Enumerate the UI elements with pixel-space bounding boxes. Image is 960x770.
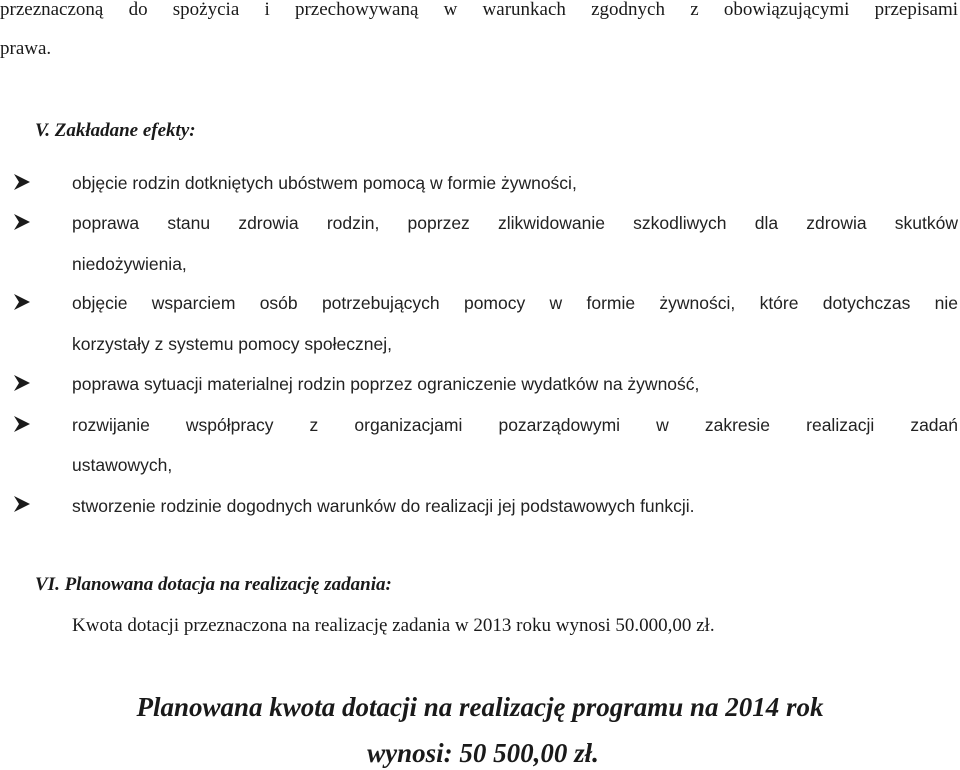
list-item-text-continued: niedożywienia, [72, 254, 187, 274]
list-item-text: objęcie rodzin dotkniętych ubóstwem pomocą w formie żywności, [72, 173, 577, 193]
summary-line-2: wynosi: 50 500,00 zł. [367, 738, 599, 768]
intro-line-1: przeznaczoną do spożycia i przechowywaną w warunkach zgodnych z obowiązującymi przepisami [0, 0, 958, 20]
list-item-text: stworzenie rodzinie dogodnych warunków do realizacji jej podstawowych funkcji. [72, 496, 695, 516]
arrowhead-bullet-icon [12, 492, 34, 516]
arrowhead-bullet-icon [12, 290, 34, 314]
arrowhead-bullet-icon [12, 412, 34, 436]
list-item-text: poprawa stanu zdrowia rodzin, poprzez zlikwidowanie szkodliwych dla zdrowia skutków [72, 213, 958, 233]
list-item-text: poprawa sytuacji materialnej rodzin poprzez ograniczenie wydatków na żywność, [72, 374, 700, 394]
section-5-heading: V. Zakładane efekty: [35, 120, 196, 141]
arrowhead-bullet-icon [12, 170, 34, 194]
arrowhead-bullet-icon [12, 371, 34, 395]
section-6-text: Kwota dotacji przeznaczona na realizację zadania w 2013 roku wynosi 50.000,00 zł. [72, 615, 715, 636]
list-item-text: rozwijanie współpracy z organizacjami pozarządowymi w zakresie realizacji zadań [72, 415, 958, 435]
intro-line-2: prawa. [0, 38, 52, 59]
summary-line-1: Planowana kwota dotacji na realizację programu na 2014 rok [136, 692, 824, 722]
section-6-heading: VI. Planowana dotacja na realizację zadania: [35, 574, 392, 595]
arrowhead-bullet-icon [12, 210, 34, 234]
list-item-text-continued: ustawowych, [72, 455, 173, 475]
list-item-text: objęcie wsparciem osób potrzebujących pomocy w formie żywności, które dotychczas nie [72, 293, 958, 313]
list-item-text-continued: korzystały z systemu pomocy społecznej, [72, 334, 392, 354]
